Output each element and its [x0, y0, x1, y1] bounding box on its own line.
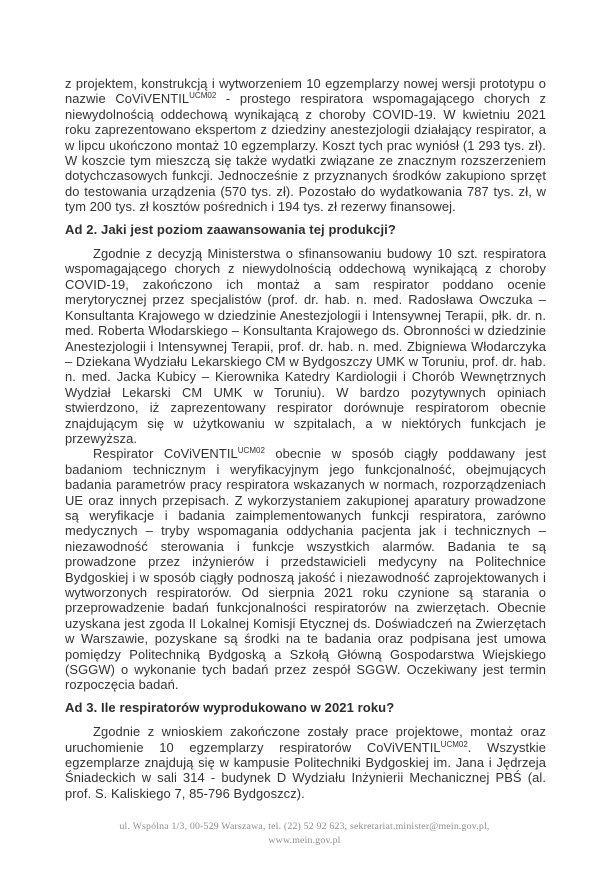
paragraph-production-status [65, 724, 546, 801]
paragraph-text: obecnie w sposób ciągły poddawany jest badaniom technicznym i weryfikacyjnym jego funkcjonalność, obejmujących badania parametrów pracy respiratora wskazanych w normach, rozporządzeniach UE oraz innych przepisach. Z wykorzystaniem zakupionej aparatury prowadzone są weryfikacje i badania zaimplementowanych funkcji respiratora, zarówno medycznych – tryby wspomagania oddychania pacjenta jak i technicznych – niezawodność sterowania i funkcje wszystkich alarmów. Badania te są prowadzone przez inżynierów i przedstawicieli medycyny na Politechnice Bydgoskiej i w sposób ciągły podnoszą jakość i niezawodność zaprojektowanych i wytworzonych respiratorów. Od sierpnia 2021 roku czynione są starania o przeprowadzenie badań funkcjonalności respiratorów na zwierzętach. Obecnie uzyskana jest zgoda II Lokalnej Komisji Etycznej ds. Doświadczeń na Zwierzętach w Warszawie, pozyskane są środki na te badania oraz podpisana jest umowa pomiędzy Politechniką Bydgoską a Szkołą Główną Gospodarstwa Wiejskiego (SGGW) o wykonanie tych badań przez zespół SGGW. Oczekiwany jest termin rozpoczęcia badań. [65, 446, 547, 693]
paragraph-text: Respirator CoViVENTIL [93, 446, 238, 462]
section-3-heading: Ad 3. Ile respiratorów wyprodukowano w 2021 roku? [65, 699, 395, 715]
superscript-model-code: UCM02 [440, 739, 468, 749]
paragraph-ongoing-testing [65, 446, 546, 693]
page-footer [0, 820, 609, 848]
paragraph-text: - prostego respiratora wspomagającego chorych z niewydolnością oddechową wynikającą z choroby COVID-19. W kwietniu 2021 roku zaprezentowano ekspertom z dziedziny anestezjologii działający respirator, a w lipcu ukończono montaż 10 egzemplarzy. Koszt tych prac wyniósł (1 293 tys. zł). W koszcie tym mieszczą się także wydatki związane ze znacznym rozszerzeniem dotychczasowych funkcji. Jednocześnie z przyznanych środków zakupiono sprzęt do testowania urządzenia (570 tys. zł). Pozostało do wydatkowania 787 tys. zł, w tym 200 tys. zł kosztów pośrednich i 194 tys. zł rezerwy finansowej. [65, 91, 546, 215]
superscript-model-code: UCM02 [189, 91, 217, 101]
footer-address-line: ul. Wspólna 1/3, 00-529 Warszawa, tel. (22) 52 92 623, sekretariat.minister@mein.gov.pl, [119, 821, 490, 832]
paragraph-intro-continuation [65, 76, 546, 215]
paragraph-text: Zgodnie z wnioskiem zakończone zostały prace projektowe, montaż oraz uruchomienie 10 egzemplarzy respiratorów CoViVENTIL [65, 724, 546, 755]
footer-website: www.mein.gov.pl [268, 835, 341, 846]
paragraph-text: z projektem, konstrukcją i wytworzeniem 10 egzemplarzy nowej wersji prototypu o nazwie CoViVENTIL [65, 76, 546, 107]
document-body [65, 76, 546, 801]
paragraph-expert-review: Zgodnie z decyzją Ministerstwa o sfinansowaniu budowy 10 szt. respiratora wspomagającego chorych z niewydolnością oddechową wynikającą z choroby COVID-19, zakończono ich montaż a sam respirator poddano ocenie merytorycznej przez specjalistów (prof. dr. hab. n. med. Radosława Owczuka – Konsultanta Krajowego w dziedzinie Anestezjologii i Intensywnej Terapii, płk. dr. n. med. Roberta Włodarskiego – Konsultanta Krajowego ds. Obronności w dziedzinie Anestezjologii i Intensywnej Terapii, prof. dr. hab. n. med. Zbigniewa Włodarczyka – Dziekana Wydziału Lekarskiego CM w Bydgoszczy UMK w Toruniu, prof. dr. hab. n. med. Jacka Kubicy – Kierownika Katedry Kardiologii i Chorób Wewnętrznych Wydział Lekarski CM UMK w Toruniu). W bardzo pozytywnych opiniach stwierdzono, iż zaprezentowany respirator dorównuje respiratorom obecnie znajdującym się w użytkowaniu w szpitalach, a w niektórych funkcjach je przewyższa. [65, 246, 546, 446]
superscript-model-code: UCM02 [237, 446, 265, 456]
paragraph-text: . Wszystkie egzemplarze znajdują się w kampusie Politechniki Bydgoskiej im. Jana i Jędrzeja Śniadeckich w sali 314 - budynek D Wydziału Inżynierii Mechanicznej PBŚ (al. prof. S. Kaliskiego 7, 85-796 Bydgoszcz). [65, 739, 546, 801]
section-2-heading: Ad 2. Jaki jest poziom zaawansowania tej produkcji? [65, 221, 396, 237]
